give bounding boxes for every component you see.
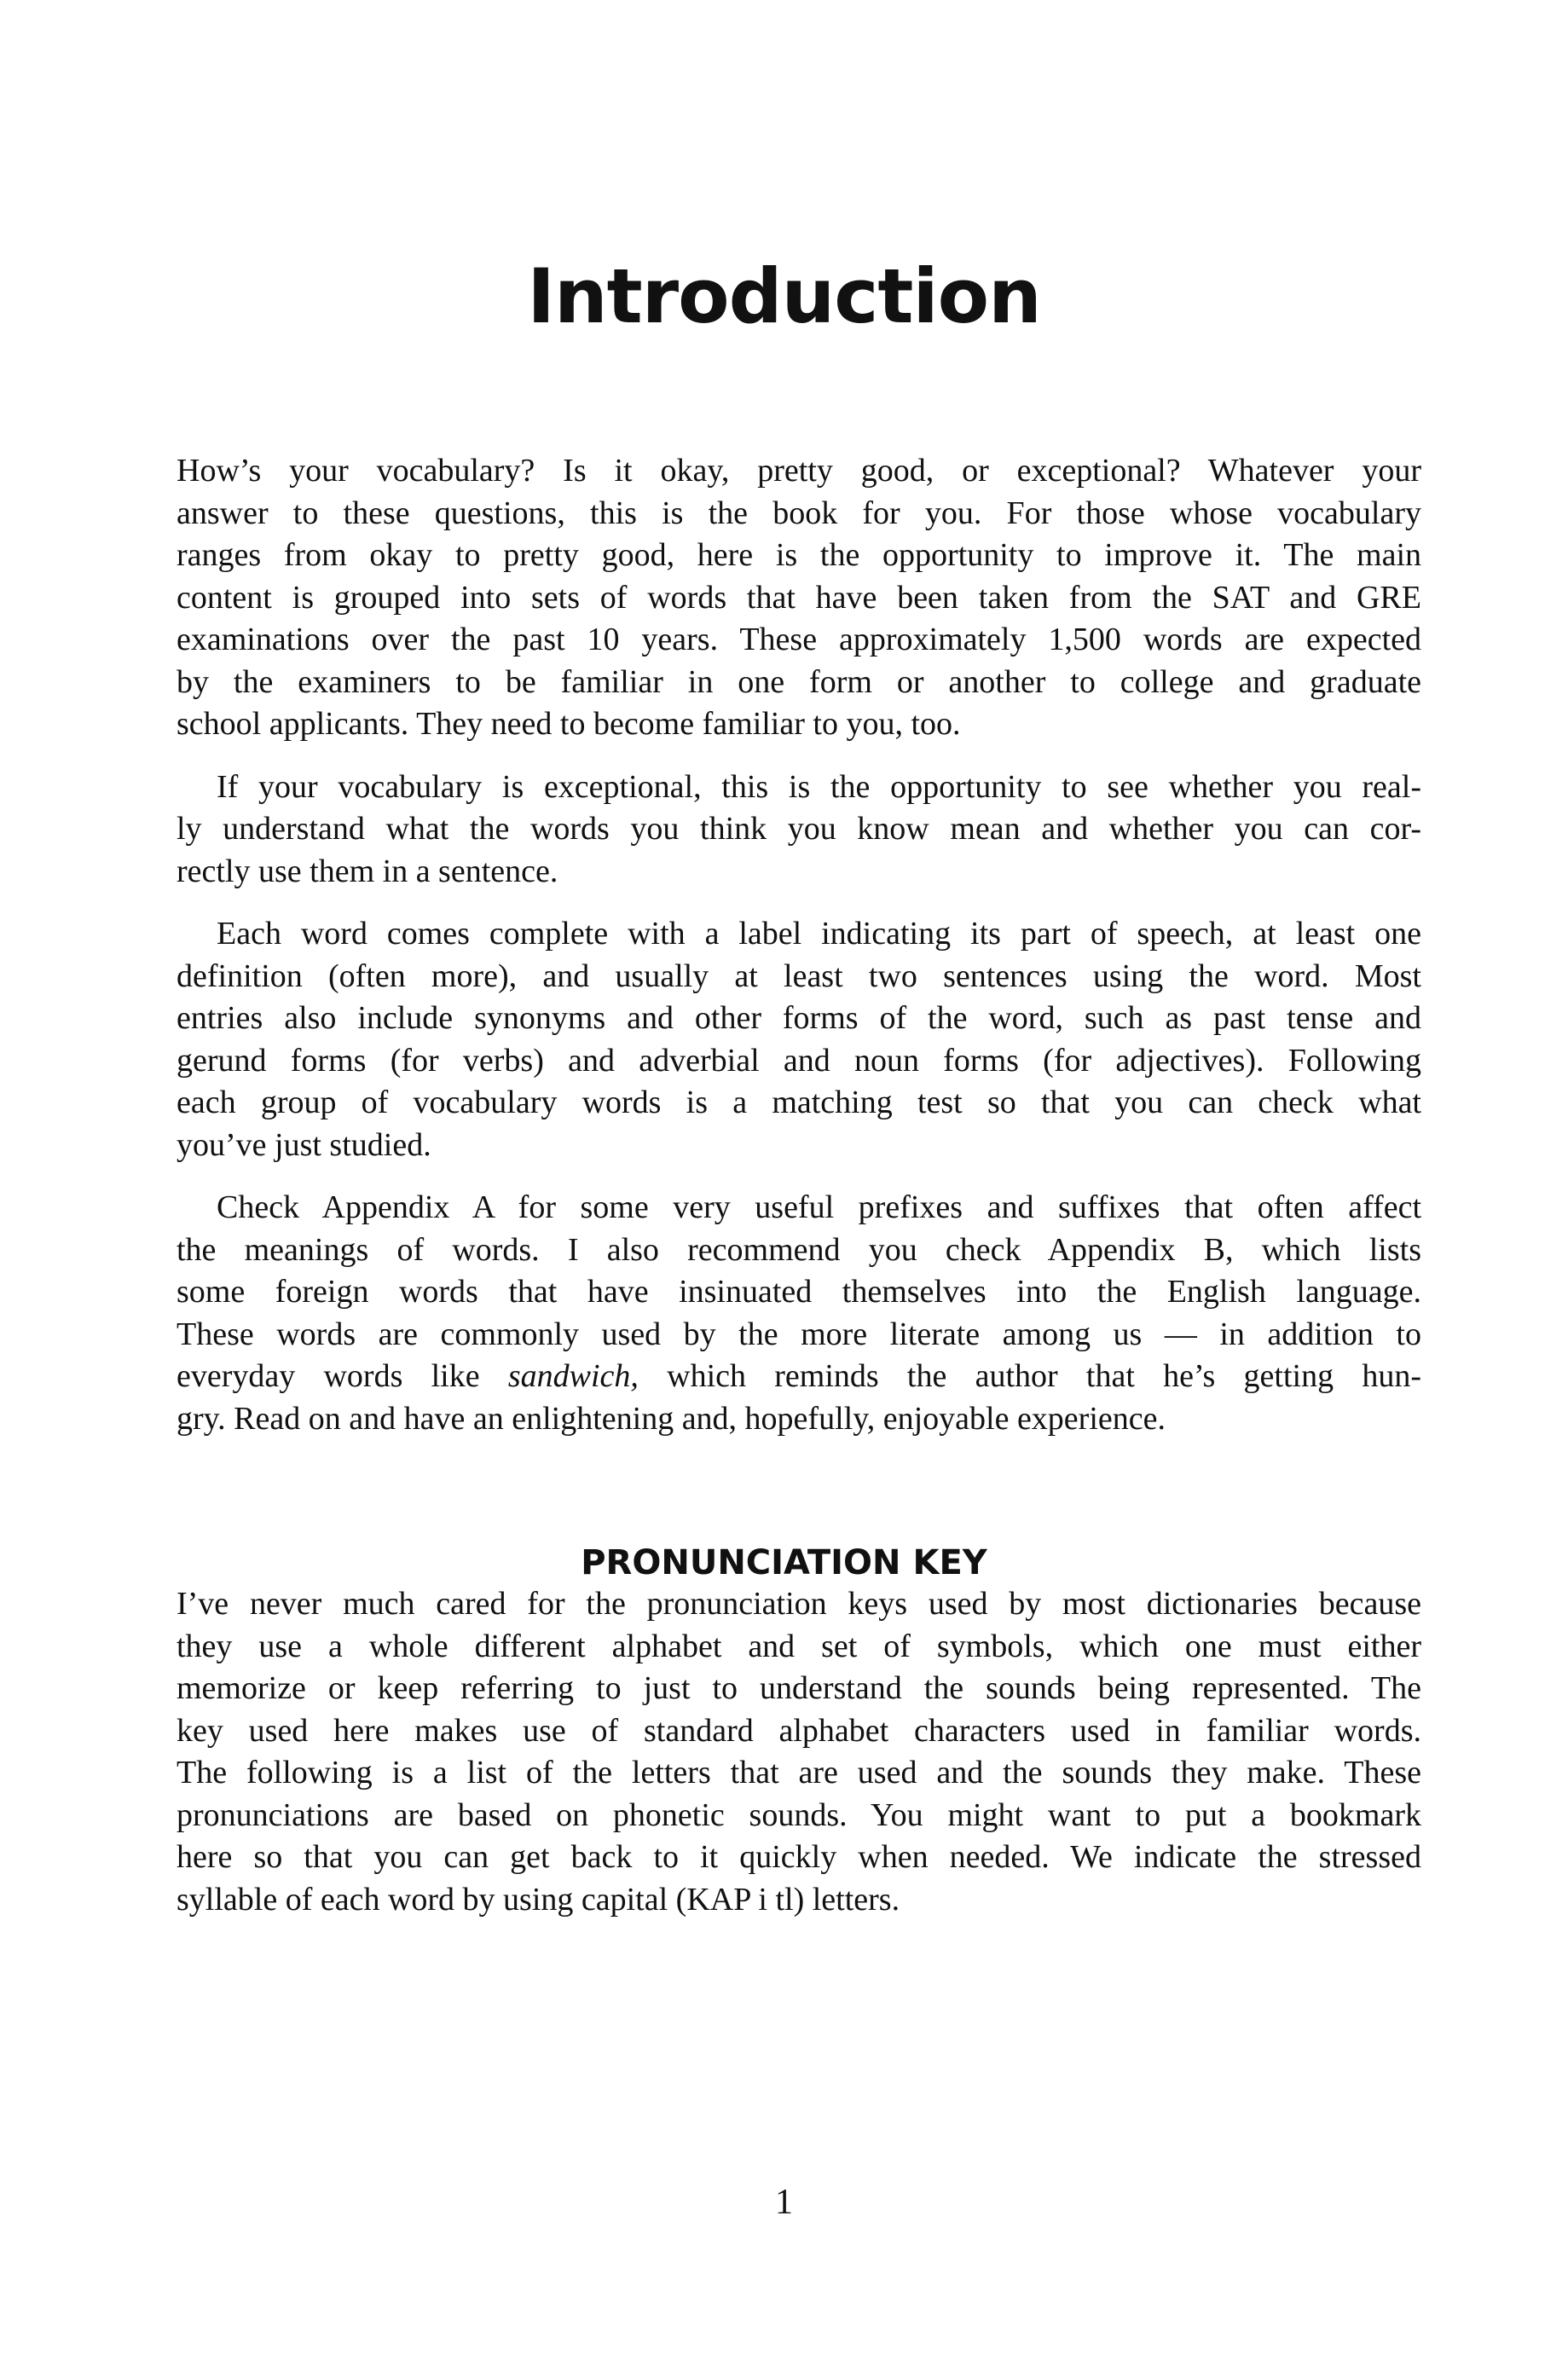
text-line: here so that you can get back to it quickly when needed. We indicate the stressed: [176, 1839, 1421, 1875]
text-line: pronunciations are based on phonetic sounds. You might want to put a bookmark: [176, 1796, 1421, 1833]
text-line: The following is a list of the letters that are used and the sounds they make. These: [176, 1755, 1421, 1790]
text-line: content is grouped into sets of words that have been taken from the SAT and GRE: [176, 579, 1421, 616]
text-line: I’ve never much cared for the pronunciation keys used by most dictionaries because: [176, 1586, 1421, 1622]
text-segment: everyday words like: [176, 1358, 508, 1394]
text-line: you’ve just studied.: [176, 1126, 431, 1163]
text-line: These words are commonly used by the more literate among us — in addition to: [176, 1316, 1421, 1352]
introduction-body: [176, 450, 1421, 1461]
text-line: syllable of each word by using capital (KAP i tl) letters.: [176, 1881, 900, 1918]
text-line: answer to these questions, this is the book for you. For those whose vocabulary: [176, 495, 1421, 531]
italic-word: sandwich,: [507, 1358, 639, 1394]
page-number: 1: [775, 2183, 793, 2222]
chapter-title: Introduction: [527, 252, 1041, 340]
text-line: key used here makes use of standard alphabet characters used in familiar words.: [176, 1712, 1421, 1749]
paragraph-1: [176, 450, 1421, 746]
text-line: school applicants. They need to become familiar to you, too.: [176, 706, 961, 742]
text-line: each group of vocabulary words is a matching test so that you can check what: [176, 1085, 1421, 1120]
text-line: ranges from okay to pretty good, here is the opportunity to improve it. The main: [176, 537, 1421, 573]
text-line: How’s your vocabulary? Is it okay, pretty good, or exceptional? Whatever your: [176, 453, 1421, 489]
text-line: Each word comes complete with a label indicating its part of speech, at least one: [217, 916, 1421, 952]
text-line: definition (often more), and usually at least two sentences using the word. Most: [176, 957, 1421, 994]
paragraph-5: [176, 1583, 1421, 1921]
text-line: memorize or keep referring to just to understand the sounds being represented. The: [176, 1670, 1421, 1706]
text-line: the meanings of words. I also recommend you check Appendix B, which lists: [176, 1231, 1421, 1268]
text-line: gerund forms (for verbs) and adverbial and noun forms (for adjectives). Following: [176, 1042, 1421, 1079]
text-line: entries also include synonyms and other forms of the word, such as past tense and: [176, 1000, 1421, 1036]
text-line: by the examiners to be familiar in one form or another to college and graduate: [176, 663, 1421, 700]
text-segment: which reminds the author that he’s getting hun-: [638, 1358, 1421, 1394]
text-line: rectly use them in a sentence.: [176, 853, 558, 889]
paragraph-3: [176, 913, 1421, 1166]
pronunciation-key-body: [176, 1583, 1421, 1941]
text-line: they use a whole different alphabet and set of symbols, which one must either: [176, 1628, 1421, 1664]
text-line: examinations over the past 10 years. These approximately 1,500 words are expected: [176, 622, 1421, 657]
text-line: Check Appendix A for some very useful prefixes and suffixes that often affect: [217, 1189, 1421, 1225]
paragraph-2: [176, 766, 1421, 894]
text-line: If your vocabulary is exceptional, this is the opportunity to see whether you real-: [217, 768, 1421, 805]
text-line-with-italic: [176, 1356, 1421, 1398]
text-line: gry. Read on and have an enlightening and, hopefully, enjoyable experience.: [176, 1400, 1166, 1437]
section-heading: PRONUNCIATION KEY: [581, 1543, 987, 1583]
text-line: ly understand what the words you think you know mean and whether you can cor-: [176, 811, 1421, 847]
text-line: some foreign words that have insinuated themselves into the English language.: [176, 1274, 1421, 1310]
paragraph-4: [176, 1187, 1421, 1440]
